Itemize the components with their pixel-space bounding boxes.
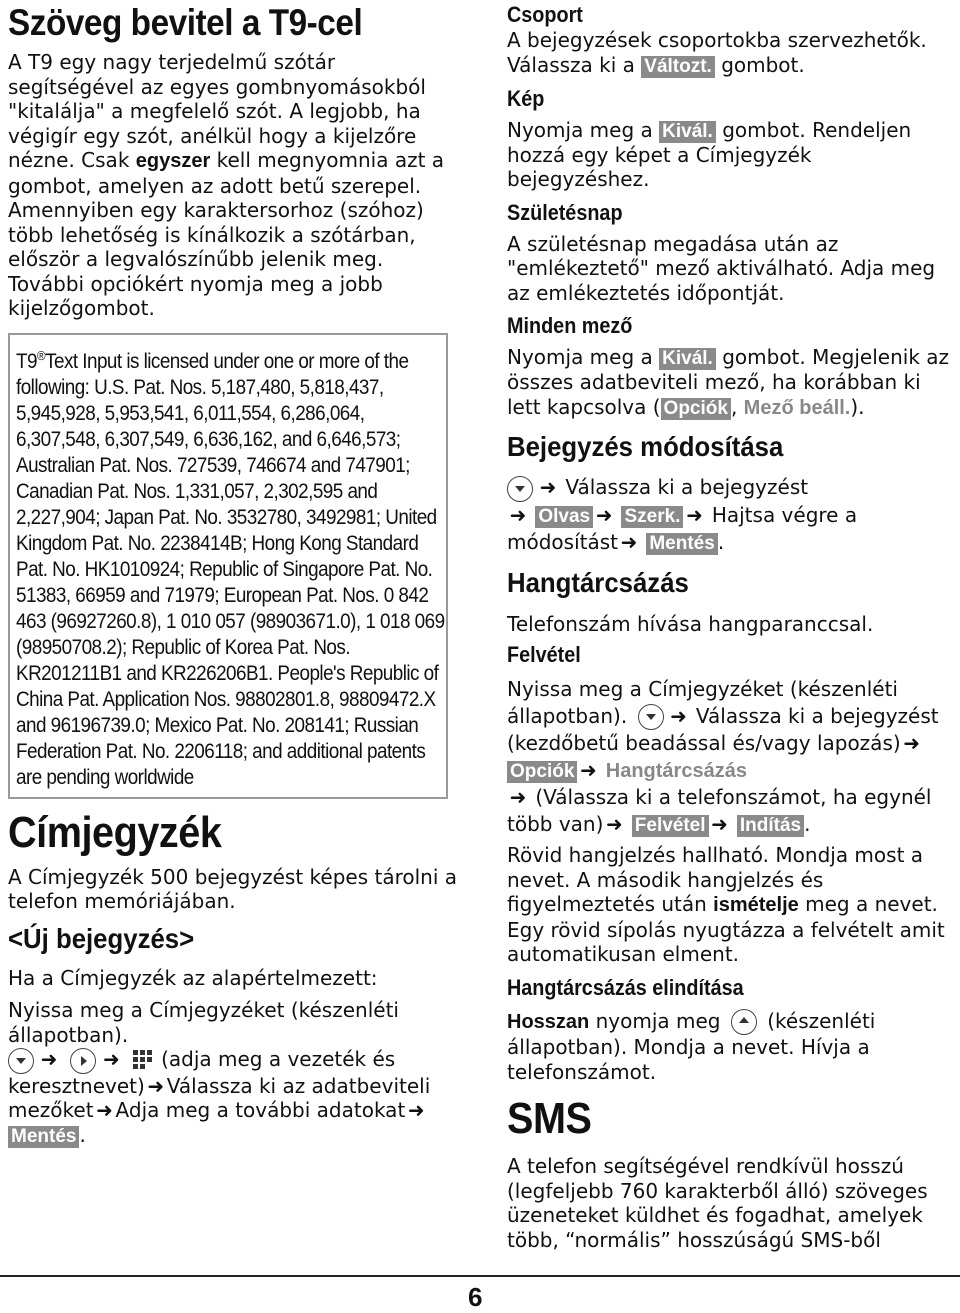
arrow-right-icon: ➜ <box>96 1098 113 1122</box>
nav-right-icon <box>70 1048 96 1074</box>
change-key: Változt. <box>641 56 715 78</box>
t9-text-bold: egyszer <box>135 150 211 172</box>
read-key: Olvas <box>535 506 593 528</box>
step-a-text: (adja meg a vezeték és keresztnevet) <box>8 1047 396 1098</box>
field-setting-softkey: Mező beáll. <box>743 396 851 419</box>
select-key: Kivál. <box>659 348 716 370</box>
minden-heading: Minden mező <box>507 313 633 338</box>
modositas-text-a: Válassza ki a bejegyzést <box>565 475 809 499</box>
start-bold: Hosszan <box>507 1010 590 1033</box>
notice-registered-mark: ® <box>36 347 46 363</box>
hangtarcsazas-heading: Hangtárcsázás <box>507 566 689 598</box>
minden-text-a: Nyomja meg a <box>507 345 653 369</box>
footer-divider <box>0 1275 960 1277</box>
kep-text-a: Nyomja meg a <box>507 117 653 142</box>
felvetel-info <box>507 843 952 967</box>
arrow-right-icon: ➜ <box>407 1098 425 1122</box>
default-line: Ha a Címjegyzék az alapértelmezett: <box>8 965 378 990</box>
new-entry-heading: <Új bejegyzés> <box>8 922 195 954</box>
szuletesnap-heading: Születésnap <box>507 199 623 225</box>
nav-down-icon <box>507 476 533 502</box>
start-voice-dial-heading: Hangtárcsázás elindítása <box>507 974 744 1000</box>
felvetel-heading: Felvétel <box>507 642 581 667</box>
page-number: 6 <box>468 1282 483 1312</box>
arrow-right-icon: ➜ <box>102 1047 120 1071</box>
cimjegyzek-intro: A Címjegyzék 500 bejegyzést képes tárolni a telefon memóriájában. <box>8 864 457 913</box>
csoport-text-b: gombot. <box>721 52 805 77</box>
arrow-right-icon: ➜ <box>40 1047 58 1071</box>
start-voice-dial-text <box>507 1009 952 1085</box>
csoport-heading: Csoport <box>507 2 583 27</box>
hangtarcsazas-intro: Telefonszám hívása hangparanccsal. <box>507 611 874 636</box>
record-key: Felvétel <box>632 815 709 837</box>
arrow-right-icon: ➜ <box>539 475 557 499</box>
arrow-right-icon: ➜ <box>595 502 613 527</box>
options-key: Opciók <box>507 761 577 783</box>
nav-down-icon <box>638 704 664 730</box>
nav-up-icon <box>731 1009 757 1035</box>
modositas-heading: Bejegyzés módosítása <box>507 431 784 462</box>
t9-text-b: kell megnyomnia azt a gombot, amelyen az adott betű szerepel. Amennyiben egy karaktersorhoz (szóhoz) több lehetőség is kínálkozik a szótárban, először a legvalószínűbb jelenik meg. További opciókért nyomja meg a jobb kijelzőgombot. <box>8 148 445 320</box>
felvetel-text-a: Nyissa meg a Címjegyzéket (készenléti állapotban). <box>507 677 898 728</box>
start-text-a: nyomja meg <box>595 1008 721 1033</box>
kep-heading: Kép <box>507 85 545 111</box>
arrow-right-icon: ➜ <box>711 811 728 836</box>
options-key: Opciók <box>661 398 731 420</box>
arrow-right-icon: ➜ <box>620 529 638 554</box>
minden-text-c: ). <box>850 394 865 419</box>
step-b-text: Válassza ki az adatbeviteli mezőket <box>8 1073 431 1122</box>
t9-text-a: A T9 egy nagy terjedelmű szótár segítségével az egyes gombnyomásokból "kitalálja" a megfelelő szót. A legjobb, ha végigír egy szót, anélkül hogy a kijelzőre nézne. Csak <box>8 50 426 172</box>
felvetel-info-a: Rövid hangjelzés hallható. Mondja most a nevet. A második hangjelzés és figyelmeztetés után <box>507 843 924 916</box>
sms-text: A telefon segítségével rendkívül hosszú (legfeljebb 760 karakterből álló) szöveges üzeneteket küldhet és fogadhat, amelyek több, “normális” hosszúságú SMS-ből <box>507 1154 928 1252</box>
arrow-right-icon: ➜ <box>580 757 597 782</box>
minden-sep: , <box>730 394 738 419</box>
notice-prefix: T9 <box>16 349 37 373</box>
sms-heading: SMS <box>507 1094 592 1143</box>
felvetel-text-b: Válassza ki a bejegyzést (kezdőbetű beadással és/vagy lapozás) <box>507 703 939 755</box>
arrow-right-icon: ➜ <box>147 1073 165 1098</box>
felvetel-end: . <box>804 811 811 836</box>
start-text-b: (készenléti állapotban). Mondja a nevet. Hívja a telefonszámot. <box>507 1008 876 1084</box>
open-line: Nyissa meg a Címjegyzéket (készenléti állapotban). <box>8 998 399 1047</box>
arrow-right-icon: ➜ <box>509 502 527 527</box>
voice-dial-softkey: Hangtárcsázás <box>605 759 747 782</box>
left-column <box>8 0 463 1148</box>
select-key: Kivál. <box>659 121 716 143</box>
kep-text-b: gombot. Rendeljen hozzá egy képet a Címjegyzék bejegyzéshez. <box>507 117 912 191</box>
csoport-text <box>507 28 952 78</box>
notice-text: Text Input is licensed under one or more of the following: U.S. Pat. Nos. 5,187,480, 5,818,437, 5,945,928, 5,953,541, 6,011,554, 6,286,064, 6,307,548, 6,307,549, 6,636,162, and 6,646,573; Australian Pat. Nos. 727539, 746674 and 747901; Canadian Pat. Nos. 1,331,057, 2,302,595 and 2,227,904; Japan Pat. No. 3532780, 3492981; United Kingdom Pat. No. 2238414B; Hong Kong Standard Pat. No. HK1010924; Republic of Singapore Pat. No. 51383, 66959 and 71979; European Pat. Nos. 0 842 463 (96927260.8), 1 010 057 (98903671.0), 1 018 069 (98950708.2); Republic of Korea Pat. Nos. KR201211B1 and KR226206B1. People's Republic of China Pat. Application Nos. 98802801.8, 98809472.X and 96196739.0; Mexico Pat. No. 208141; Russian Federation Pat. No. 2206118; and additional patents are pending worldwide <box>16 349 445 789</box>
modositas-text-b: Hajtsa végre a módosítást <box>507 502 858 554</box>
arrow-right-icon: ➜ <box>903 731 921 755</box>
step-c-text: Adja meg a további adatokat <box>115 1098 406 1122</box>
minden-text <box>507 345 952 420</box>
save-key: Mentés <box>8 1126 79 1148</box>
minden-text-b: gombot. Megjelenik az összes adatbeviteli mező, ha korábban ki lett kapcsolva ( <box>507 345 950 419</box>
csoport-text-a: A bejegyzések csoportokba szervezhetők. Válassza ki a <box>507 28 927 77</box>
t9-heading: Szöveg bevitel a T9-cel <box>8 2 363 43</box>
felvetel-steps <box>507 676 952 837</box>
arrow-right-icon: ➜ <box>606 811 623 836</box>
edit-key: Szerk. <box>621 506 683 528</box>
new-entry-steps: ➜ ➜ (adja meg a vezeték és keresztnevet) ➜ Válassza ki az adatbeviteli mezőket ➜ Adja meg a további adatokat ➜Mentés . <box>8 1047 431 1147</box>
save-key: Mentés <box>646 533 717 555</box>
start-key: Indítás <box>737 815 804 837</box>
t9-paragraph <box>8 50 463 321</box>
keypad-icon <box>129 1048 155 1074</box>
modositas-steps <box>507 474 952 556</box>
szuletesnap-text: A születésnap megadása után az "emlékeztető" mező aktiválható. Adja meg az emlékeztetés időpontját. <box>507 231 936 305</box>
arrow-right-icon: ➜ <box>670 703 687 728</box>
felvetel-info-bold: ismételje <box>713 894 799 916</box>
kep-text <box>507 118 952 192</box>
t9-license-notice <box>8 333 448 799</box>
modositas-end: . <box>717 529 725 554</box>
cimjegyzek-heading: Címjegyzék <box>8 807 222 857</box>
right-column <box>507 0 952 1252</box>
felvetel-info-b: meg a nevet. Egy rövid sípolás nyugtázza a felvételt amit automatikusan elment. <box>507 892 945 966</box>
arrow-right-icon: ➜ <box>686 502 703 527</box>
nav-down-icon <box>8 1048 34 1074</box>
felvetel-text-c: (Válassza ki a telefonszámot, ha egynél több van) <box>507 785 932 836</box>
arrow-right-icon: ➜ <box>509 785 527 809</box>
